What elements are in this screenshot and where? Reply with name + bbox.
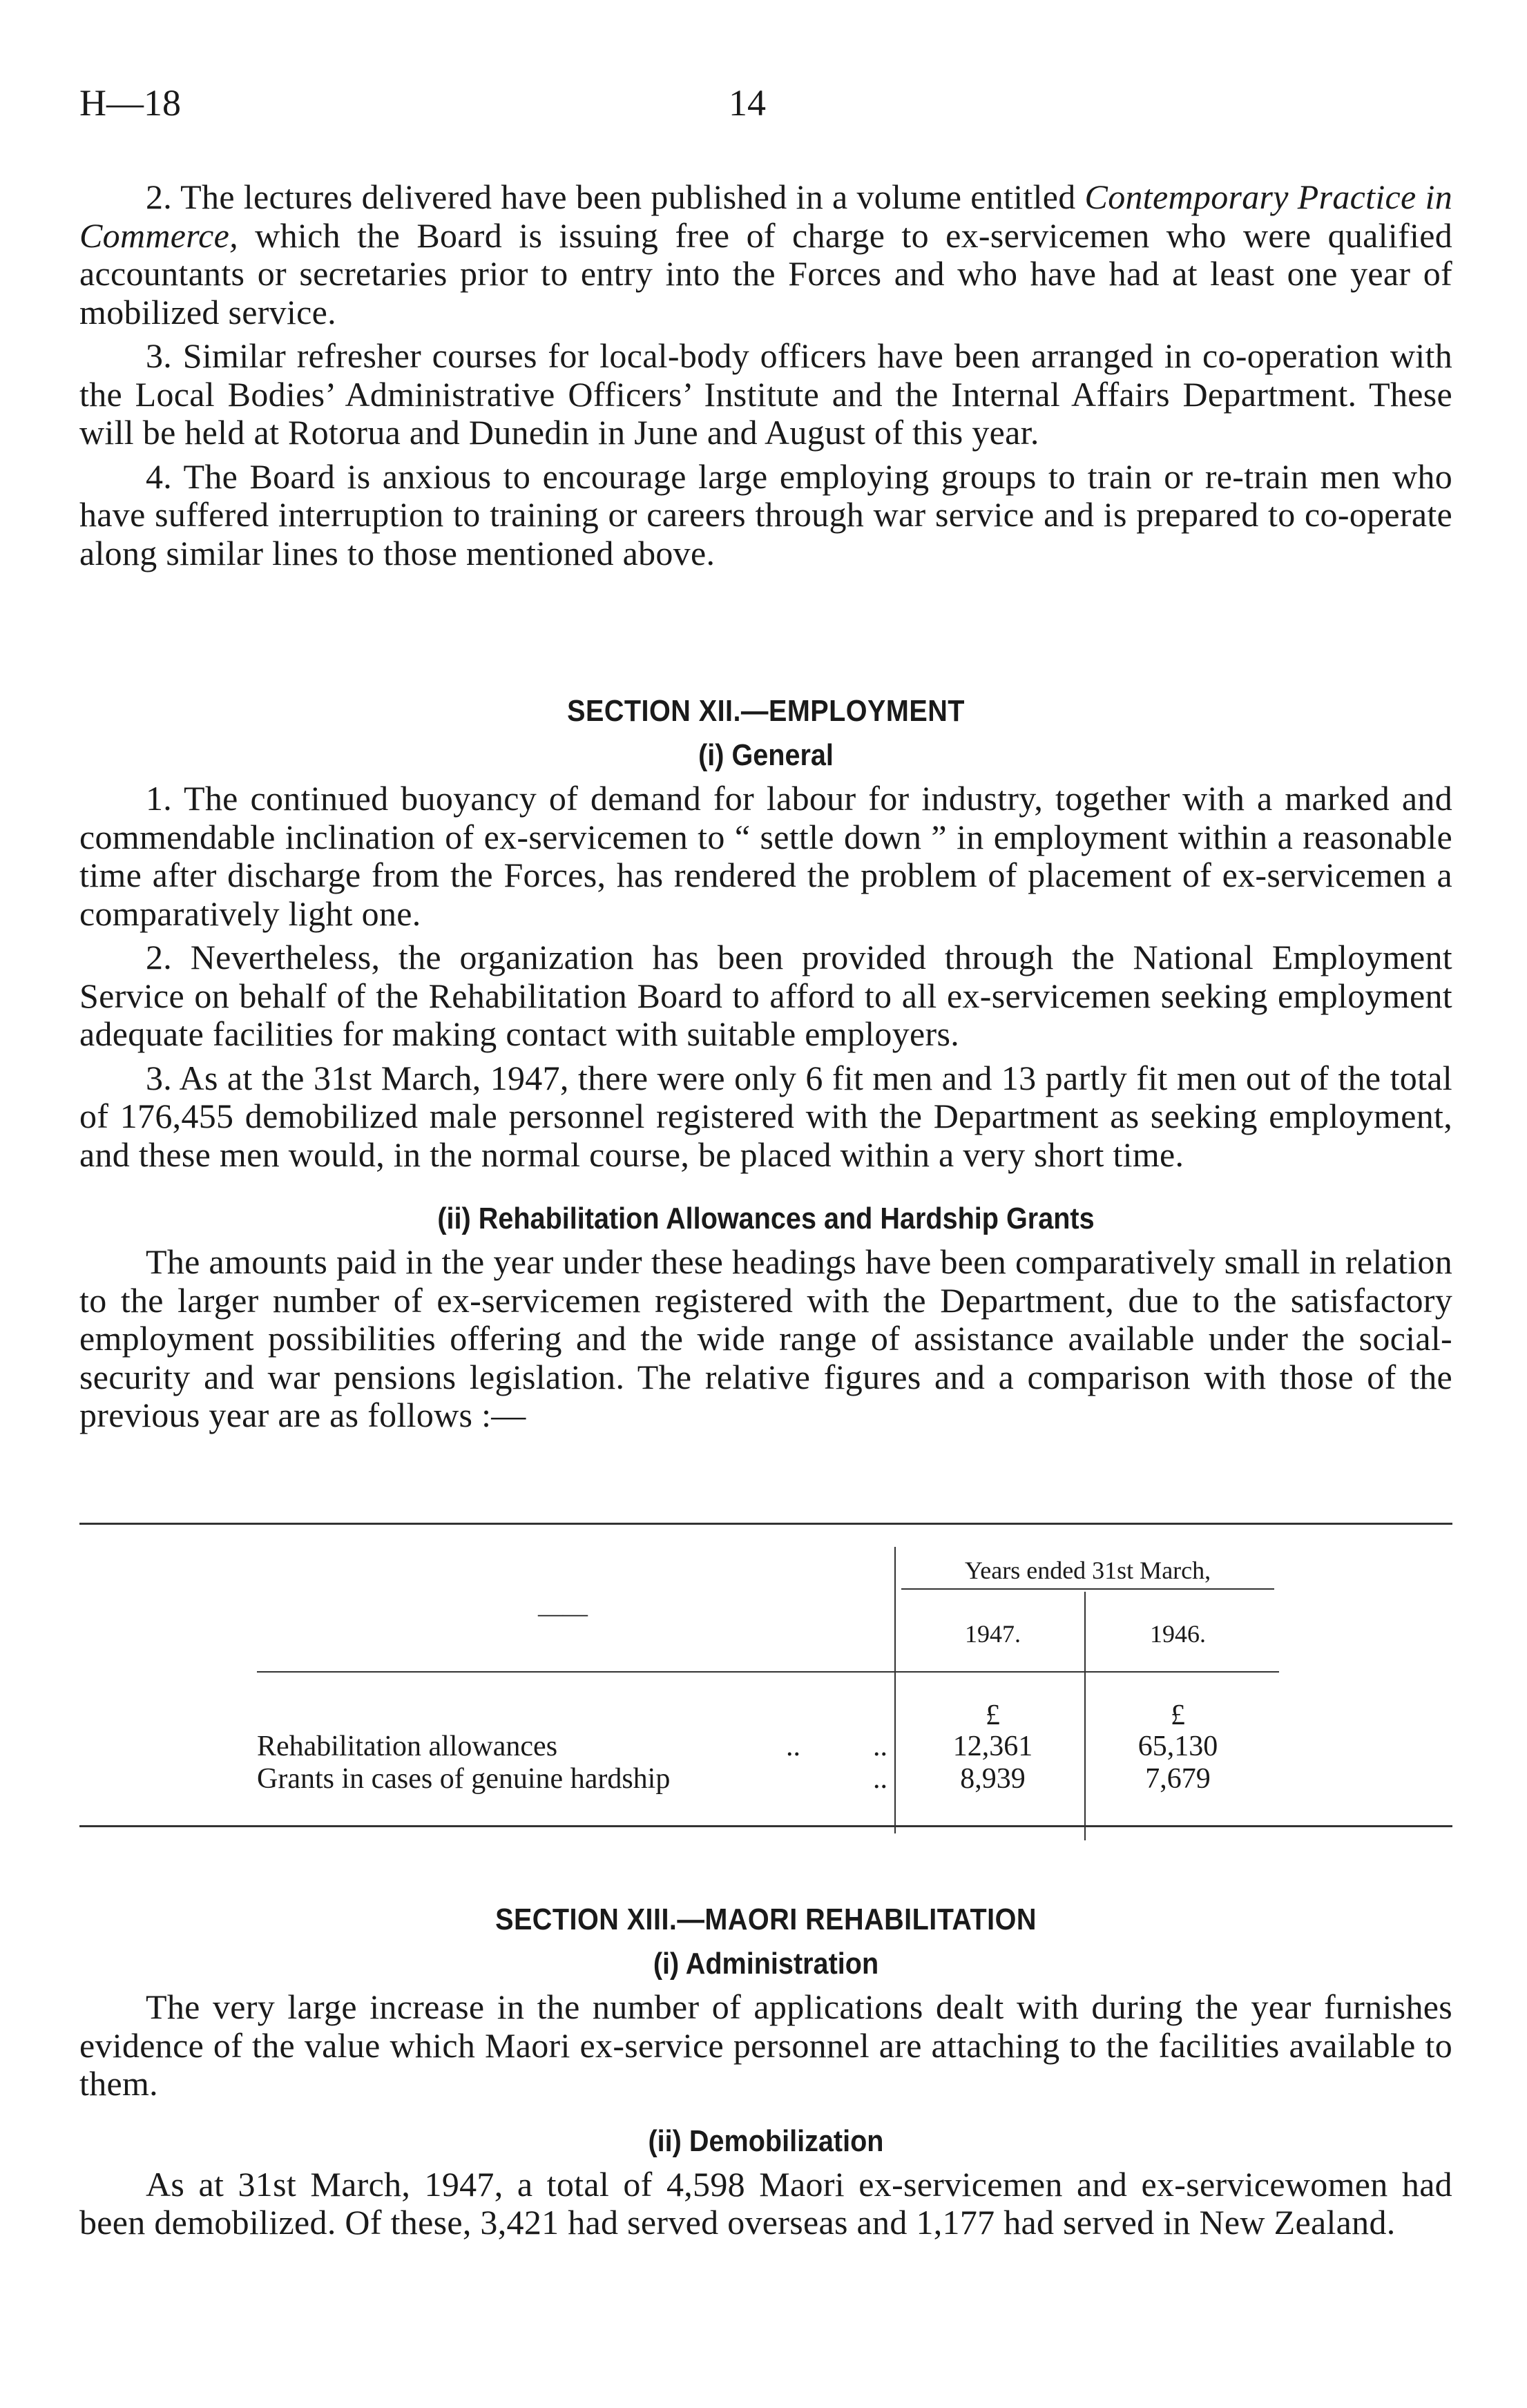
subsection-heading: (ii) Rehabilitation Allowances and Hardship Grants bbox=[437, 1202, 1095, 1235]
stub-header: —— bbox=[538, 1599, 588, 1627]
group-header: Years ended 31st March, bbox=[964, 1557, 1211, 1584]
section-heading: SECTION XIII.—MAORI REHABILITATION bbox=[495, 1903, 1037, 1936]
table-top-rule bbox=[79, 1523, 1452, 1525]
paragraph-2: As at 31st March, 1947, a total of 4,598 Maori ex-servicemen and ex-servicewomen had been demobilized. Of these, 3,421 had served overseas and 1,177 had served in New Zealand. bbox=[79, 2164, 1452, 2242]
paragraph-2: 2. Nevertheless, the organization has been provided through the National Employment Service on behalf of the Rehabilitation Board to afford to all ex-servicemen seeking employment adequate facilities for making contact with suitable employers. bbox=[79, 938, 1452, 1053]
paragraph-4: The amounts paid in the year under these headings have been comparatively small in relation to the larger number of ex-servicemen registered with the Department, due to the satisfactory employment possibilities offering and the wide range of assistance available under the social-security and war pensions legislation. The relative figures and a comparison with those of the previous year are as follows :— bbox=[79, 1242, 1452, 1434]
currency-symbol: £ bbox=[1171, 1699, 1185, 1731]
paragraph-1: The very large increase in the number of applications dealt with during the year furnishes evidence of the value which Maori ex-service personnel are attaching to the facilities available to them. bbox=[79, 1987, 1452, 2103]
intro-section bbox=[79, 178, 1452, 572]
row-leader: .. bbox=[873, 1763, 887, 1795]
paragraph-text: 2. The lectures delivered have been published in a volume entitled bbox=[146, 177, 1085, 216]
group-rule bbox=[901, 1588, 1274, 1590]
paragraph-3: 3. Similar refresher courses for local-body officers have been arranged in co-operation with the Local Bodies’ Administrative Officers’ Institute and the Internal Affairs Department. These will be held at Rotorua and Dunedin in June and August of this year. bbox=[79, 336, 1452, 452]
paragraph-text: which the Board is issuing free of charge to ex-servicemen who were qualified accountants or secretaries prior to entry into the Forces and who have had at least one year of mobilized service. bbox=[79, 215, 1452, 331]
value-1946: 7,679 bbox=[1145, 1763, 1211, 1795]
value-1946: 65,130 bbox=[1137, 1731, 1218, 1762]
value-1947: 8,939 bbox=[960, 1763, 1026, 1795]
section-12 bbox=[79, 694, 1452, 1435]
column-header-1947: 1947. bbox=[965, 1620, 1021, 1648]
paragraph-1: 1. The continued buoyancy of demand for labour for industry, together with a marked and commendable inclination of ex-servicemen to “ settle down ” in employment within a reasonable time after discharge from the Forces, has rendered the problem of placement of ex-servicemen a comparatively light one. bbox=[79, 779, 1452, 933]
subsection-heading: (ii) Demobilization bbox=[648, 2123, 884, 2158]
subsection-heading: (i) General bbox=[698, 738, 834, 772]
row-label: Grants in cases of genuine hardship bbox=[257, 1763, 671, 1795]
allowances-table bbox=[79, 1523, 1452, 1833]
row-leader: .. .. bbox=[786, 1731, 887, 1762]
column-divider bbox=[894, 1547, 896, 1833]
currency-symbol: £ bbox=[986, 1699, 1000, 1731]
section-heading: SECTION XII.—EMPLOYMENT bbox=[567, 694, 965, 728]
publication-title: Contemporary Practice in Commerce, bbox=[79, 177, 1452, 255]
subsection-heading: (i) Administration bbox=[653, 1947, 879, 1981]
paragraph-2 bbox=[79, 178, 1452, 331]
table-bottom-rule bbox=[79, 1825, 1452, 1827]
value-1947: 12,361 bbox=[952, 1731, 1033, 1762]
row-label: Rehabilitation allowances bbox=[257, 1731, 558, 1762]
paragraph-4: 4. The Board is anxious to encourage large employing groups to train or re-train men who have suffered interruption to training or careers through war service and is prepared to co-operate along similar lines to those mentioned above. bbox=[79, 456, 1452, 572]
section-13 bbox=[79, 1903, 1452, 2242]
header-rule bbox=[257, 1671, 1279, 1673]
document-code: H—18 bbox=[79, 82, 181, 124]
column-header-1946: 1946. bbox=[1150, 1620, 1206, 1648]
page-number: 14 bbox=[729, 82, 766, 124]
column-divider bbox=[1084, 1592, 1086, 1840]
paragraph-3: 3. As at the 31st March, 1947, there were only 6 fit men and 13 partly fit men out of the total of 176,455 demobilized male personnel registered with the Department as seeking employment, and these men would, in the normal course, be placed within a very short time. bbox=[79, 1058, 1452, 1174]
